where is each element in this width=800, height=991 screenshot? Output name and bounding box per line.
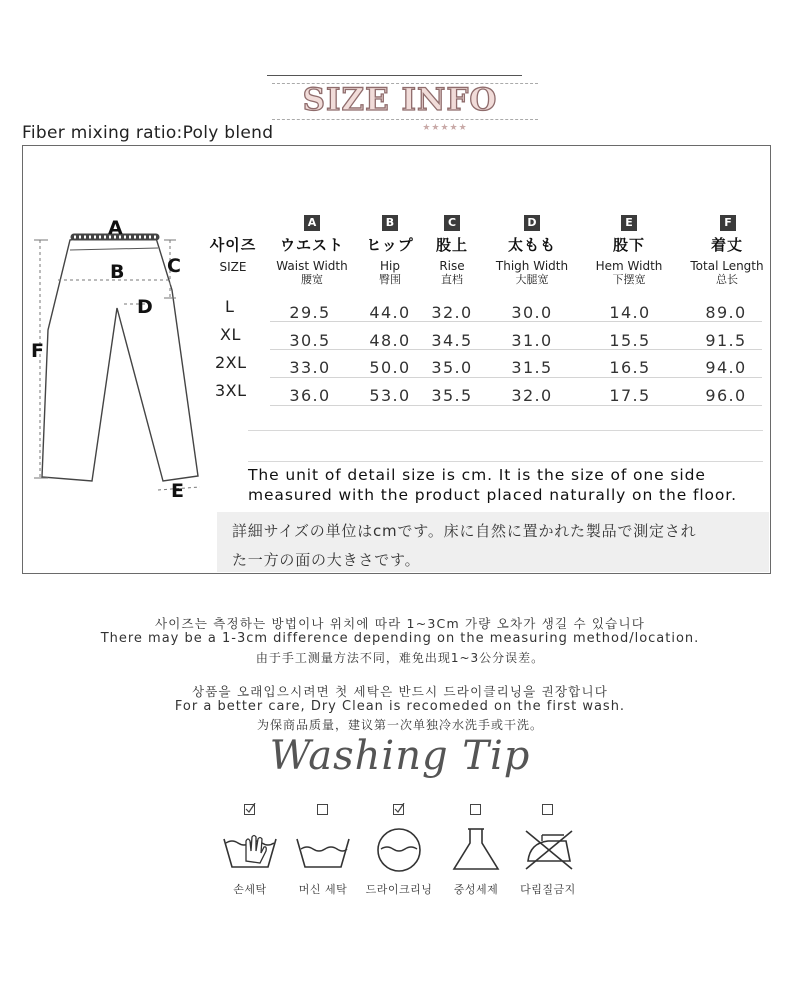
- measure-note-en: There may be a 1-3cm difference depending on the measuring method/location.: [100, 631, 700, 646]
- empty-box-icon: [542, 803, 554, 815]
- column-header-en: Waist Width: [276, 259, 348, 273]
- title-stars: ★★★★★: [422, 123, 468, 133]
- care-item-machine-wash: [283, 803, 363, 897]
- unit-note-jp-line2: た一方の面の大きさです。: [232, 551, 421, 569]
- column-header-length: [677, 236, 777, 286]
- column-header-jp: 股下: [612, 236, 645, 254]
- column-header-en: Hip: [380, 259, 400, 273]
- column-header-en: Hem Width: [595, 259, 663, 273]
- column-header-jp: ヒップ: [366, 236, 414, 254]
- table-cell: 48.0: [369, 331, 411, 350]
- column-header-jp: 太もも: [507, 236, 556, 254]
- dimension-label-b: B: [110, 261, 125, 283]
- size-header-ko: 사이즈: [209, 236, 257, 254]
- row-divider: [270, 377, 762, 378]
- care-note-ko: 상품을 오래입으시려면 첫 세탁은 반드시 드라이클리닝을 권장합니다: [191, 684, 609, 699]
- dimension-label-c: C: [167, 255, 181, 277]
- size-column-header: [205, 236, 261, 274]
- column-header-en: Total Length: [690, 259, 764, 273]
- row-size-label: XL: [220, 325, 241, 344]
- fiber-ratio: Fiber mixing ratio:Poly blend: [22, 123, 274, 143]
- row-size-label: L: [225, 297, 235, 316]
- column-header-en: Rise: [439, 259, 465, 273]
- column-badge-a: A: [304, 215, 320, 231]
- care-item-neutral-detergent: [436, 803, 516, 897]
- table-cell: 53.0: [369, 386, 411, 405]
- table-cell: 44.0: [369, 303, 411, 322]
- size-header-en: SIZE: [219, 260, 247, 274]
- column-header-cn: 臀围: [379, 273, 401, 286]
- dimension-label-a: A: [108, 217, 123, 239]
- dimension-label-d: D: [137, 296, 153, 318]
- unit-note-jp: [232, 517, 767, 575]
- empty-box-icon: [470, 803, 482, 815]
- table-cell: 16.5: [609, 358, 651, 377]
- row-size-label: 2XL: [215, 353, 247, 372]
- table-cell: 96.0: [705, 386, 747, 405]
- table-cell: 30.0: [511, 303, 553, 322]
- unit-note-en: [248, 465, 768, 505]
- hand-wash-icon: [220, 825, 280, 875]
- table-cell: 30.5: [289, 331, 331, 350]
- column-header-cn: 下摆宽: [612, 273, 646, 286]
- measure-note-ko: 사이즈는 측정하는 방법이나 위치에 따라 1~3Cm 가량 오차가 생길 수 있습니다: [155, 616, 645, 631]
- dry-clean-icon: [369, 825, 429, 875]
- note-divider: [248, 461, 763, 462]
- header-top-line: [267, 75, 522, 76]
- table-cell: 33.0: [289, 358, 331, 377]
- table-cell: 50.0: [369, 358, 411, 377]
- column-header-en: Thigh Width: [495, 259, 569, 273]
- machine-wash-icon: [293, 825, 353, 875]
- unit-note-en-line1: The unit of detail size is cm. It is the size of one side: [248, 466, 706, 484]
- table-cell: 35.0: [431, 358, 473, 377]
- care-label: 드라이크리닝: [365, 883, 433, 896]
- row-divider: [270, 405, 762, 406]
- column-badge-d: D: [524, 215, 540, 231]
- care-item-no-iron: [508, 803, 588, 897]
- checked-box-icon: [393, 803, 405, 815]
- care-note-cn: 为保商品质量，建议第一次单独冷水洗手或干洗。: [256, 718, 543, 732]
- empty-box-icon: [317, 803, 329, 815]
- checked-box-icon: [244, 803, 256, 815]
- row-divider: [270, 321, 762, 322]
- dimension-label-e: E: [171, 480, 184, 502]
- column-header-waist: [262, 236, 362, 286]
- table-cell: 36.0: [289, 386, 331, 405]
- table-cell: 89.0: [705, 303, 747, 322]
- washing-tip-title: Washing Tip: [269, 733, 531, 779]
- care-label: 중성세제: [453, 883, 499, 896]
- column-header-cn: 总长: [716, 273, 738, 286]
- unit-note-jp-line1: 詳細サイズの単位はcmです。床に自然に置かれた製品で測定され: [232, 522, 697, 540]
- table-cell: 32.0: [431, 303, 473, 322]
- care-item-hand-wash: [210, 803, 290, 897]
- column-header-thigh: [482, 236, 582, 286]
- column-header-jp: 着丈: [710, 236, 743, 254]
- care-note-en: For a better care, Dry Clean is recomeded on the first wash.: [174, 699, 626, 714]
- care-label: 손세탁: [233, 883, 267, 896]
- column-header-hem: [581, 236, 677, 286]
- care-label: 다림질금지: [520, 883, 576, 896]
- table-cell: 29.5: [289, 303, 331, 322]
- header-dashed-line-bottom: [272, 119, 538, 120]
- table-cell: 31.5: [511, 358, 553, 377]
- measure-note-cn: 由于手工测量方法不同，难免出现1~3公分误差。: [255, 651, 545, 665]
- page-title: SIZE INFO: [302, 82, 498, 118]
- table-cell: 15.5: [609, 331, 651, 350]
- table-cell: 14.0: [609, 303, 651, 322]
- column-header-cn: 大腿宽: [515, 273, 549, 286]
- column-header-cn: 直档: [441, 273, 463, 286]
- column-badge-c: C: [444, 215, 460, 231]
- no-iron-icon: [518, 825, 578, 875]
- note-divider: [248, 430, 763, 431]
- column-badge-f: F: [720, 215, 736, 231]
- column-header-jp: ウエスト: [279, 236, 344, 254]
- care-label: 머신 세탁: [298, 883, 348, 896]
- table-cell: 32.0: [511, 386, 553, 405]
- neutral-detergent-icon: [446, 825, 506, 875]
- column-header-cn: 腰宽: [301, 273, 323, 286]
- column-badge-b: B: [382, 215, 398, 231]
- table-cell: 94.0: [705, 358, 747, 377]
- table-cell: 35.5: [431, 386, 473, 405]
- table-cell: 31.0: [511, 331, 553, 350]
- row-divider: [270, 349, 762, 350]
- row-size-label: 3XL: [215, 381, 247, 400]
- column-header-jp: 股上: [435, 236, 468, 254]
- table-cell: 17.5: [609, 386, 651, 405]
- table-cell: 34.5: [431, 331, 473, 350]
- column-badge-e: E: [621, 215, 637, 231]
- care-item-dry-clean: [359, 803, 439, 897]
- column-header-rise: [422, 236, 482, 286]
- table-cell: 91.5: [705, 331, 747, 350]
- unit-note-en-line2: measured with the product placed naturally on the floor.: [248, 486, 737, 504]
- dimension-label-f: F: [31, 340, 44, 362]
- column-header-hip: [355, 236, 425, 286]
